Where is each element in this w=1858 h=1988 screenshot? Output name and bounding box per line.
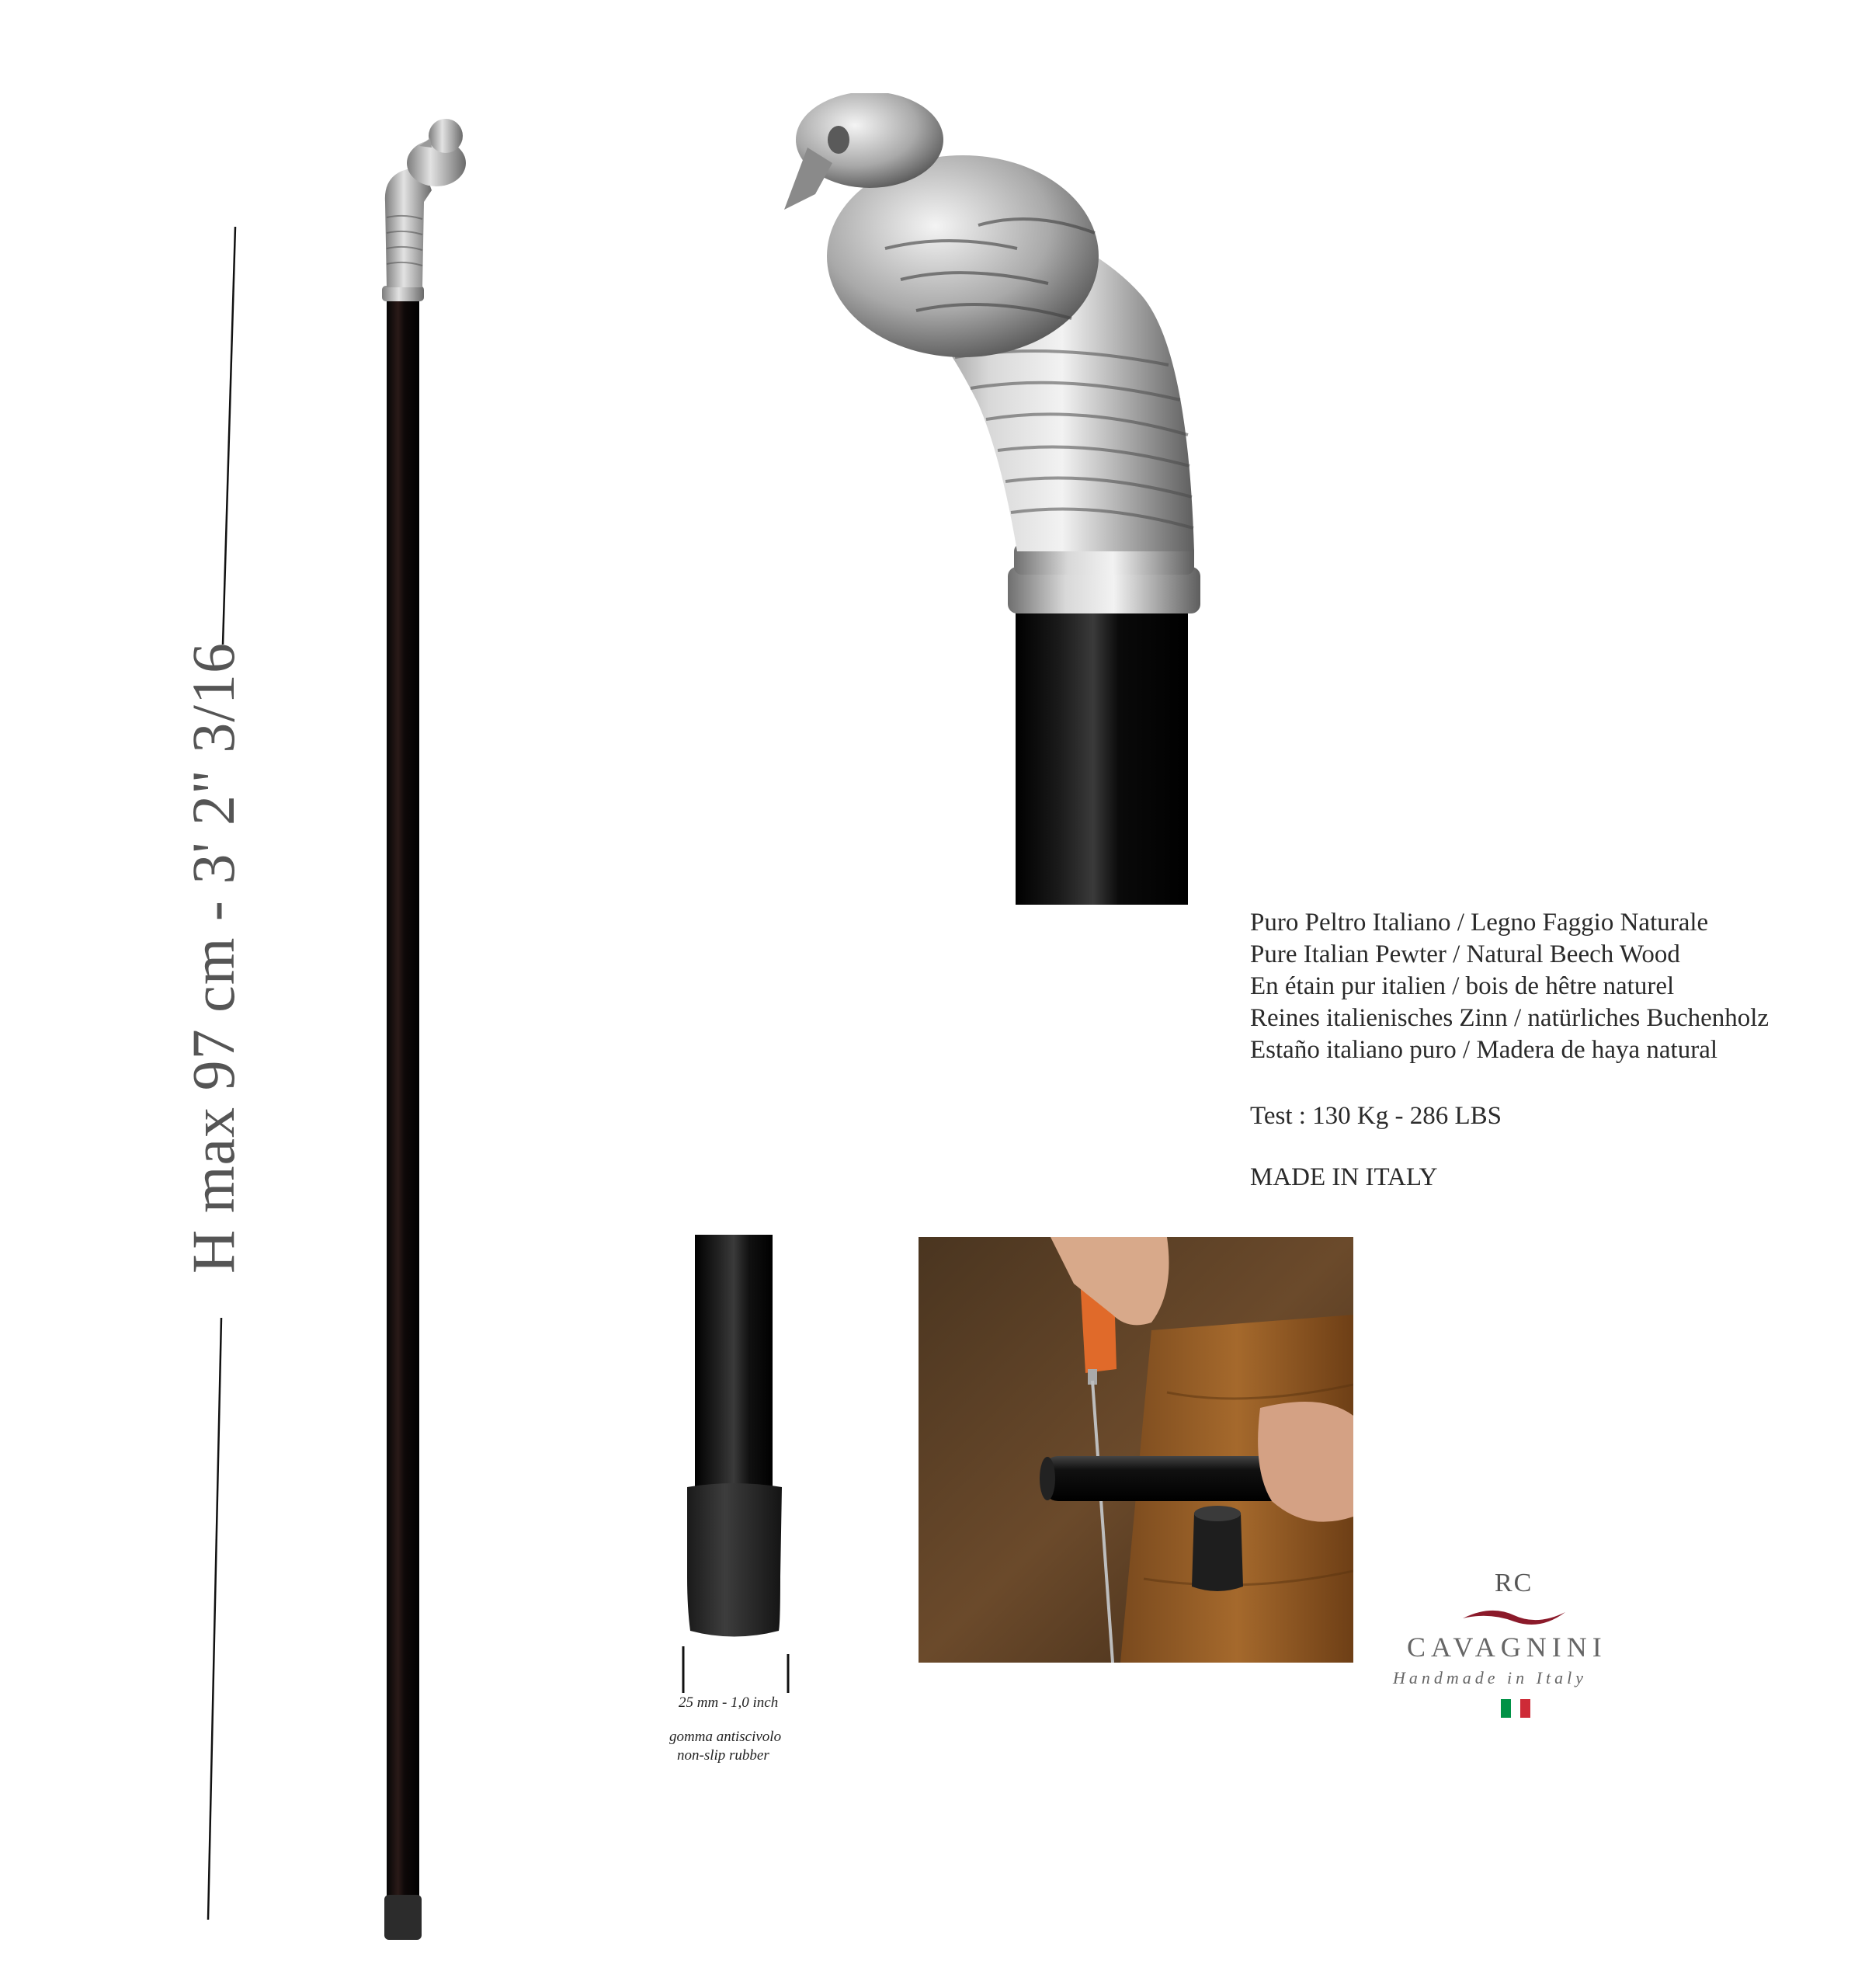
closeup-shaft (1016, 606, 1188, 905)
brand-monogram: RC (1495, 1569, 1533, 1597)
flag-stripe (1520, 1699, 1530, 1718)
description-line: Pure Italian Pewter / Natural Beech Wood (1250, 940, 1680, 968)
cane-shaft (387, 297, 419, 1920)
brand-name: CAVAGNINI (1407, 1632, 1607, 1663)
height-label: H max 97 cm - 3' 2" 3/16 (179, 642, 247, 1274)
cutting-photo (919, 1237, 1353, 1663)
height-lines (0, 0, 311, 1988)
description-line: En étain pur italien / bois de hêtre naturel (1250, 972, 1675, 1000)
load-test: Test : 130 Kg - 286 LBS (1250, 1102, 1502, 1130)
tip-shaft (695, 1235, 773, 1491)
cane-tube (1043, 1456, 1291, 1501)
tip-rubber (687, 1483, 782, 1637)
brand-swoosh-icon (1460, 1601, 1568, 1629)
height-line-bottom (208, 1318, 221, 1920)
description-line: Estaño italiano puro / Madera de haya natural (1250, 1036, 1718, 1064)
handle-closeup-image (784, 93, 1281, 905)
description-line: Puro Peltro Italiano / Legno Faggio Naturale (1250, 909, 1709, 937)
flag-stripe (1501, 1699, 1511, 1718)
made-in-italy: MADE IN ITALY (1250, 1163, 1438, 1191)
italian-flag-icon (1501, 1699, 1530, 1718)
tip-material-en: non-slip rubber (677, 1747, 769, 1764)
tip-material-it: gomma antiscivolo (669, 1729, 782, 1745)
cane-rubber-tip (384, 1895, 422, 1940)
product-description (1250, 907, 1769, 1194)
tip-size: 25 mm - 1,0 inch (679, 1694, 779, 1711)
full-cane-image (365, 116, 536, 1972)
rubber-tip-image (664, 1235, 804, 1693)
cane-collar (382, 286, 424, 301)
duck-head (429, 119, 463, 153)
flag-stripe (1511, 1699, 1521, 1718)
brand-tagline: Handmade in Italy (1393, 1668, 1587, 1687)
height-line-top (223, 227, 235, 645)
description-line: Reines italienisches Zinn / natürliches Buchenholz (1250, 1004, 1769, 1032)
